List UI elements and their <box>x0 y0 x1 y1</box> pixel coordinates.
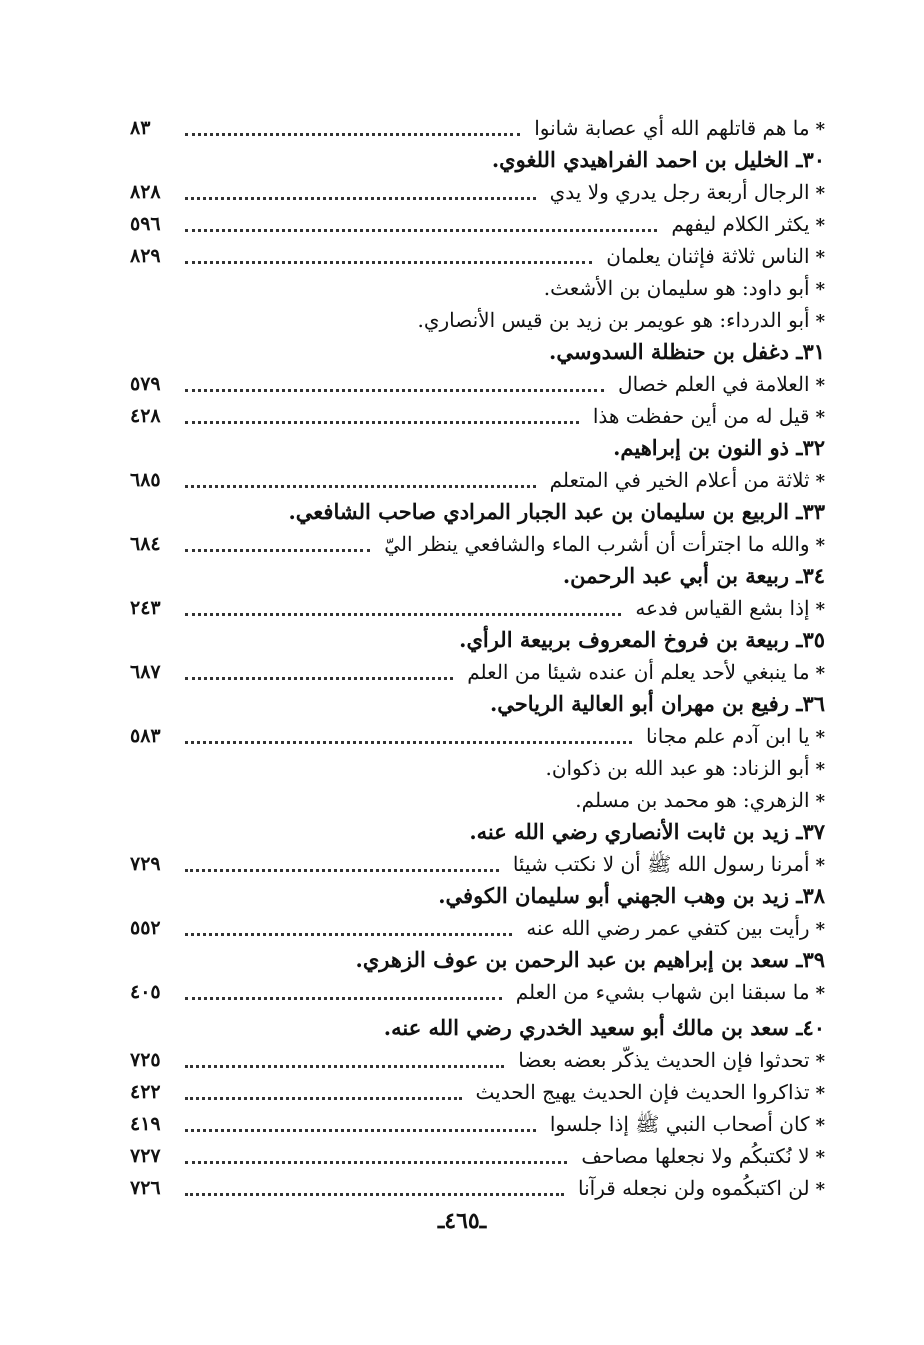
heading-text: ٣٣ـ الربيع بن سليمان بن عبد الجبار المرادي صاحب الشافعي. <box>288 499 825 524</box>
index-heading <box>130 144 825 176</box>
page-ref: ٨٢٩ <box>130 245 161 267</box>
heading-text: ٣٧ـ زيد بن ثابت الأنصاري رضي الله عنه. <box>469 819 825 844</box>
page-ref: ٦٨٧ <box>130 661 161 683</box>
index-entry <box>130 1076 825 1108</box>
page-number: ـ٤٦٥ـ <box>437 1208 487 1234</box>
bullet-star: * <box>815 535 825 556</box>
entry-text: ثلاثة من أعلام الخير في المتعلم <box>549 468 810 492</box>
entry-text: قيل له من أين حفظت هذا <box>592 404 810 428</box>
bullet-star: * <box>815 983 825 1004</box>
page-ref: ٧٢٦ <box>130 1177 161 1199</box>
index-heading <box>130 624 825 656</box>
bullet-star: * <box>815 599 825 620</box>
entry-text: لن اكتبكُموه ولن نجعله قرآنا <box>578 1176 810 1200</box>
index-entry <box>130 528 825 560</box>
heading-text: ٣١ـ دغفل بن حنظلة السدوسي. <box>549 339 825 364</box>
index-entry <box>130 400 825 432</box>
entry-text: يكثر الكلام ليفهم <box>671 212 810 236</box>
bullet-star: * <box>815 407 825 428</box>
page-ref: ٧٢٥ <box>130 1049 161 1071</box>
bullet-star: * <box>815 183 825 204</box>
dot-leader <box>185 549 370 552</box>
page-ref: ٨٣ <box>130 117 151 139</box>
heading-text: ٣٩ـ سعد بن إبراهيم بن عبد الرحمن بن عوف الزهري. <box>355 947 825 972</box>
bullet-star: * <box>815 791 825 812</box>
page-ref: ٦٨٥ <box>130 469 161 491</box>
bullet-star: * <box>815 311 825 332</box>
page-ref: ٧٢٩ <box>130 853 161 875</box>
entry-text: ما هم قاتلهم الله أي عصابة شانوا <box>534 116 810 140</box>
dot-leader <box>185 613 621 616</box>
dot-leader <box>185 869 499 872</box>
dot-leader <box>185 197 536 200</box>
page-ref: ٤٢٢ <box>130 1081 161 1103</box>
page-ref: ٨٢٨ <box>130 181 161 203</box>
index-entry <box>130 720 825 752</box>
entry-text: ما ينبغي لأحد يعلم أن عنده شيئا من العلم <box>467 660 810 684</box>
index-heading <box>130 336 825 368</box>
bullet-star: * <box>815 759 825 780</box>
bullet-star: * <box>815 1147 825 1168</box>
bullet-star: * <box>815 471 825 492</box>
index-heading <box>130 496 825 528</box>
page-ref: ٥٥٢ <box>130 917 161 939</box>
dot-leader <box>185 997 502 1000</box>
entry-text: الزهري: هو محمد بن مسلم. <box>575 788 810 812</box>
index-entry <box>130 848 825 880</box>
bullet-star: * <box>815 855 825 876</box>
dot-leader <box>185 1161 567 1164</box>
entry-text: تحدثوا فإن الحديث يذكّر بعضه بعضا <box>518 1048 810 1072</box>
page-ref: ٥٩٦ <box>130 213 161 235</box>
entry-text: تذاكروا الحديث فإن الحديث يهيج الحديث <box>475 1080 810 1104</box>
bullet-star: * <box>815 1115 825 1136</box>
bullet-star: * <box>815 1051 825 1072</box>
entry-text: ما سبقنا ابن شهاب بشيء من العلم <box>515 980 810 1004</box>
bullet-star: * <box>815 279 825 300</box>
bullet-star: * <box>815 1083 825 1104</box>
heading-text: ٣٦ـ رفيع بن مهران أبو العالية الرياحي. <box>489 691 825 716</box>
dot-leader <box>185 229 657 232</box>
entry-text: أبو الدرداء: هو عويمر بن زيد بن قيس الأنصاري. <box>417 308 810 332</box>
page-ref: ٥٨٣ <box>130 725 161 747</box>
bullet-star: * <box>815 247 825 268</box>
index-entry <box>130 272 825 304</box>
bullet-star: * <box>815 215 825 236</box>
index-entry <box>130 176 825 208</box>
entry-text: الناس ثلاثة فإثنان يعلمان <box>606 244 810 268</box>
dot-leader <box>185 261 592 264</box>
index-entry <box>130 752 825 784</box>
bullet-star: * <box>815 919 825 940</box>
index-entry <box>130 464 825 496</box>
index-entry <box>130 976 825 1008</box>
index-entry <box>130 368 825 400</box>
entry-text: إذا بشع القياس فدعه <box>635 596 810 620</box>
entry-text: أمرنا رسول الله ﷺ أن لا نكتب شيئا <box>512 852 810 876</box>
page-ref: ٥٧٩ <box>130 373 161 395</box>
index-entry <box>130 1044 825 1076</box>
dot-leader <box>185 485 536 488</box>
heading-text: ٣٤ـ ربيعة بن أبي عبد الرحمن. <box>562 563 825 588</box>
entry-text: رأيت بين كتفي عمر رضي الله عنه <box>526 916 810 940</box>
index-heading <box>130 880 825 912</box>
index-heading <box>130 944 825 976</box>
page-ref: ٧٢٧ <box>130 1145 161 1167</box>
index-entry <box>130 1172 825 1204</box>
heading-text: ٤٠ـ سعد بن مالك أبو سعيد الخدري رضي الله عنه. <box>383 1015 825 1040</box>
index-entry <box>130 1108 825 1140</box>
index-heading <box>130 1012 825 1044</box>
page-ref: ٤٢٨ <box>130 405 161 427</box>
index-heading <box>130 560 825 592</box>
index-heading <box>130 688 825 720</box>
entry-text: أبو الزناد: هو عبد الله بن ذكوان. <box>545 756 810 780</box>
entry-text: لا نُكتبكُم ولا نجعلها مصاحف <box>581 1144 810 1168</box>
entry-text: يا ابن آدم علم مجانا <box>646 724 810 748</box>
dot-leader <box>185 741 632 744</box>
page-ref: ٦٨٤ <box>130 533 161 555</box>
bullet-star: * <box>815 727 825 748</box>
dot-leader <box>185 1065 504 1068</box>
dot-leader <box>185 1097 462 1100</box>
dot-leader <box>185 1129 536 1132</box>
entry-text: كان أصحاب النبي ﷺ إذا جلسوا <box>549 1112 810 1136</box>
dot-leader <box>185 133 520 136</box>
dot-leader <box>185 389 604 392</box>
page-ref: ٤١٩ <box>130 1113 161 1135</box>
index-entry <box>130 304 825 336</box>
index-entry <box>130 1140 825 1172</box>
bullet-star: * <box>815 119 825 140</box>
index-heading <box>130 432 825 464</box>
index-entry <box>130 592 825 624</box>
heading-text: ٣٠ـ الخليل بن احمد الفراهيدي اللغوي. <box>491 147 825 172</box>
entry-text: أبو داود: هو سليمان بن الأشعث. <box>543 276 810 300</box>
bullet-star: * <box>815 663 825 684</box>
index-entry <box>130 912 825 944</box>
heading-text: ٣٨ـ زيد بن وهب الجهني أبو سليمان الكوفي. <box>438 883 825 908</box>
bullet-star: * <box>815 375 825 396</box>
index-entry <box>130 784 825 816</box>
heading-text: ٣٥ـ ربيعة بن فروخ المعروف بربيعة الرأي. <box>459 627 825 652</box>
index-entry <box>130 112 825 144</box>
dot-leader <box>185 1193 564 1196</box>
entry-text: والله ما اجترأت أن أشرب الماء والشافعي ينظر اليّ <box>384 532 810 556</box>
page-ref: ٢٤٣ <box>130 597 161 619</box>
dot-leader <box>185 933 512 936</box>
dot-leader <box>185 677 453 680</box>
dot-leader <box>185 421 579 424</box>
index-entry <box>130 208 825 240</box>
index-heading <box>130 816 825 848</box>
index-entry <box>130 240 825 272</box>
page-ref: ٤٠٥ <box>130 981 161 1003</box>
entry-text: الرجال أربعة رجل يدري ولا يدي <box>549 180 810 204</box>
entry-text: العلامة في العلم خصال <box>618 372 810 396</box>
index-entry <box>130 656 825 688</box>
heading-text: ٣٢ـ ذو النون بن إبراهيم. <box>613 435 825 460</box>
bullet-star: * <box>815 1179 825 1200</box>
